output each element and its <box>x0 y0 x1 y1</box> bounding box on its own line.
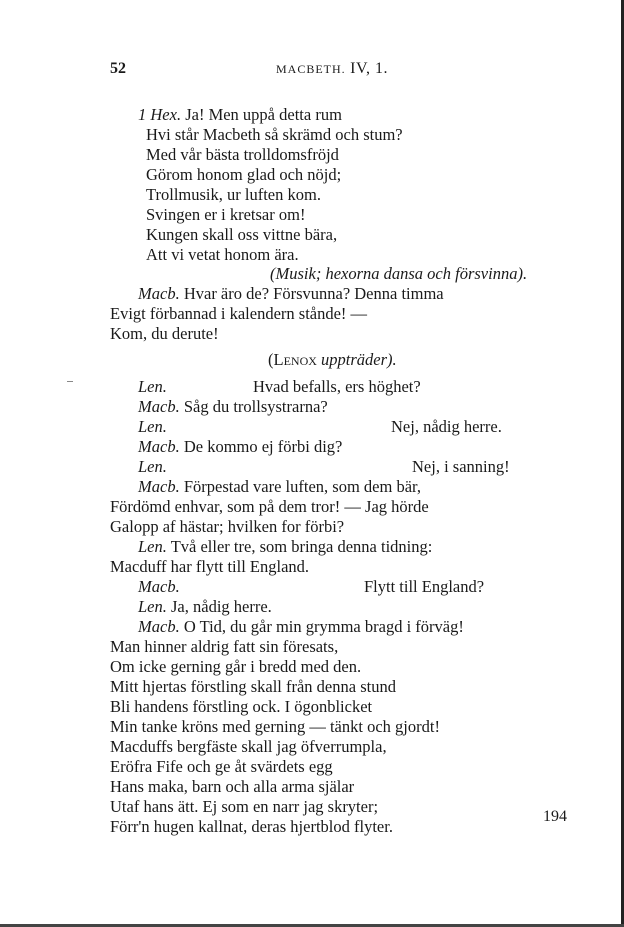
line-text: Två eller tre, som bringa denna tidning: <box>166 537 433 556</box>
verse-line: Bli handens förstling ock. I ögonblicket <box>110 697 373 716</box>
verse-line <box>138 437 342 457</box>
running-title <box>276 60 388 78</box>
stage-direction-text: uppträder). <box>316 350 397 369</box>
verse-line: Kungen skall oss vittne bära, <box>146 225 338 244</box>
stage-direction: (Lenox uppträder). <box>268 350 397 369</box>
verse-line: Svingen er i kretsar om! <box>146 205 306 224</box>
margin-mark <box>67 381 73 382</box>
verse-line: Förr'n hugen kallnat, deras hjertblod flyter. <box>110 817 393 836</box>
speaker-label: Len. <box>138 537 167 556</box>
verse-line: Mitt hjertas förstling skall från denna stund <box>110 677 396 696</box>
verse-line: Eröfra Fife och ge åt svärdets egg <box>110 757 333 776</box>
verse-line: Evigt förbannad i kalendern stånde! — <box>110 304 368 323</box>
verse-line: Hvi står Macbeth så skrämd och stum? <box>146 125 403 144</box>
verse-line: Att vi vetat honom ära. <box>146 245 299 264</box>
verse-line <box>138 597 272 617</box>
line-text: Hvad befalls, ers höghet? <box>253 377 421 396</box>
line-text: Nej, i sanning! <box>412 457 510 476</box>
verse-line: Galopp af hästar; hvilken for förbi? <box>110 517 345 536</box>
line-text: O Tid, du går min grymma bragd i förväg! <box>179 617 464 636</box>
verse-line <box>138 617 464 637</box>
page-number: 52 <box>110 60 126 77</box>
verse-line: Om icke gerning går i bredd med den. <box>110 657 362 676</box>
page-header <box>0 60 624 82</box>
verse-line: Macduffs bergfäste skall jag öfverrumpla, <box>110 737 387 756</box>
line-text: Ja! Men uppå detta rum <box>181 105 342 124</box>
verse-line: Fördömd enhvar, som på dem tror! — Jag hörde <box>110 497 429 516</box>
verse-line: Kom, du derute! <box>110 324 219 343</box>
line-text: Nej, nådig herre. <box>391 417 502 436</box>
verse-line: Macduff har flytt till England. <box>110 557 310 576</box>
speaker-label: Macb. <box>138 284 180 303</box>
signature-mark: 194 <box>543 808 567 825</box>
verse-line: Hans maka, barn och alla arma själar <box>110 777 355 796</box>
verse-line <box>138 477 421 497</box>
speaker-label: Macb. <box>138 437 180 456</box>
verse-line <box>138 284 444 304</box>
line-text: Förpestad vare luften, som dem bär, <box>179 477 421 496</box>
line-text: De kommo ej förbi dig? <box>179 437 343 456</box>
verse-line <box>138 397 328 417</box>
speaker-label: Macb. <box>138 477 180 496</box>
line-text: Såg du trollsystrarna? <box>179 397 328 416</box>
speaker-label: 1 Hex. <box>138 105 182 124</box>
line-text: Flytt till England? <box>364 577 485 596</box>
verse-line: Trollmusik, ur luften kom. <box>146 185 321 204</box>
verse-line: Med vår bästa trolldomsfröjd <box>146 145 339 164</box>
speaker-label: Macb. <box>138 397 180 416</box>
speaker-label: Len. <box>138 597 167 616</box>
speaker-label: Macb. <box>138 577 180 596</box>
verse-line: Görom honom glad och nöjd; <box>146 165 342 184</box>
line-text: Ja, nådig herre. <box>166 597 272 616</box>
verse-line: Min tanke kröns med gerning — tänkt och gjordt! <box>110 717 440 736</box>
speaker-label: Len. <box>138 417 167 436</box>
speaker-label: Len. <box>138 457 167 476</box>
running-title-act-scene: IV, 1. <box>350 60 388 77</box>
verse-line: Utaf hans ätt. Ej som en narr jag skryter; <box>110 797 379 816</box>
speaker-label: Macb. <box>138 617 180 636</box>
stage-direction: (Musik; hexorna dansa och försvinna). <box>270 264 528 283</box>
verse-line <box>138 105 342 125</box>
verse-line: Man hinner aldrig fatt sin föresats, <box>110 637 339 656</box>
verse-line <box>138 537 432 557</box>
stage-direction-name: Lenox <box>273 350 317 369</box>
running-title-play: MACBETH. <box>276 62 346 76</box>
speaker-label: Len. <box>138 377 167 396</box>
line-text: Hvar äro de? Försvunna? Denna timma <box>179 284 444 303</box>
